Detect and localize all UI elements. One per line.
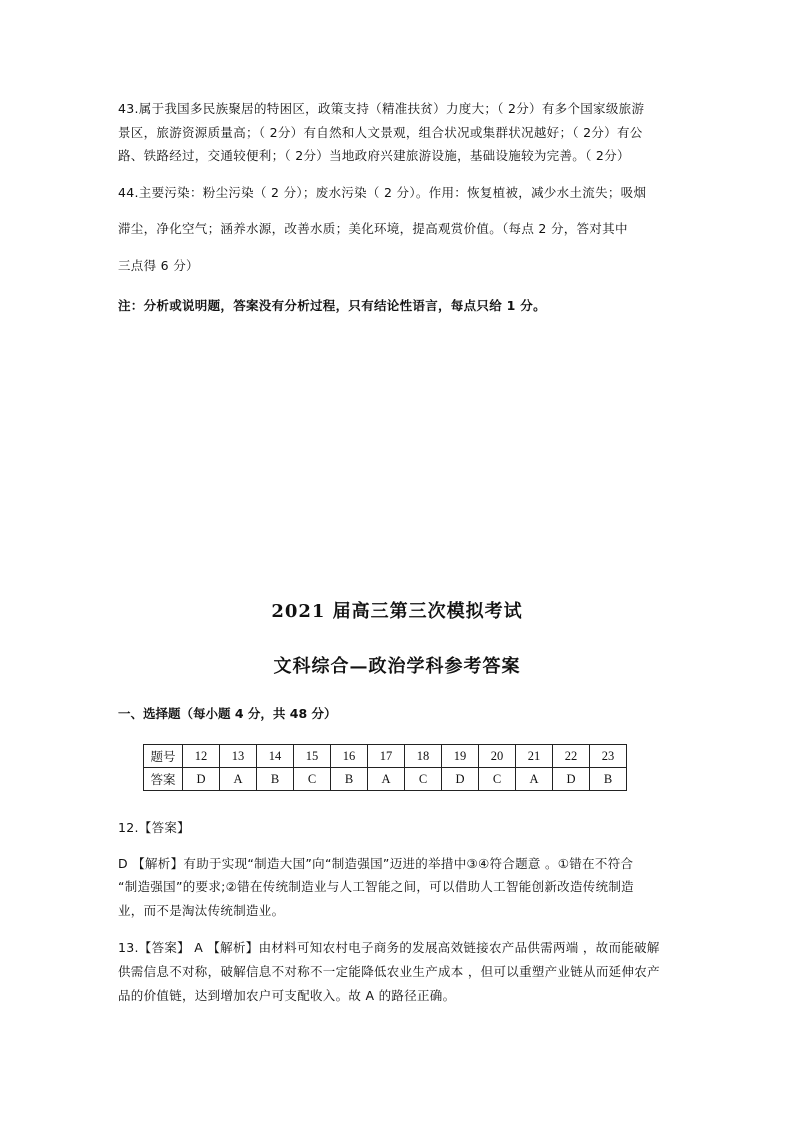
answer-cell: C (479, 768, 516, 791)
question-number-cell: 19 (442, 745, 479, 768)
q44-line-3: 三点得 6 分） (118, 258, 199, 273)
q13-line-3: 品的价值链，达到增加农户可支配收入。故 A 的路径正确。 (118, 988, 456, 1003)
q12-heading: 12.【答案】 (118, 820, 190, 835)
answer-cell: A (368, 768, 405, 791)
answer-cell: B (331, 768, 368, 791)
grading-note: 注：分析或说明题，答案没有分析过程，只有结论性语言，每点只给 1 分。 (118, 298, 546, 313)
answer-cell: B (590, 768, 627, 791)
q44-line-2: 滞尘，净化空气；涵养水源，改善水质；美化环境，提高观赏价值。（每点 2 分，答对其中 (118, 221, 628, 236)
answer-cell: D (183, 768, 220, 791)
answer-cell: B (257, 768, 294, 791)
q13-line-1: 13.【答案】 A 【解析】由材料可知农村电子商务的发展高效链接农产品供需两端 ，故而能破解 (118, 940, 660, 955)
section-heading-choice: 一、选择题（每小题 4 分，共 48 分） (118, 706, 337, 721)
q12-line-2: “制造强国”的要求;②错在传统制造业与人工智能之间，可以借助人工智能创新改造传统制造 (118, 879, 634, 894)
q44-line-1: 44.主要污染：粉尘污染（ 2 分）；废水污染（ 2 分）。作用：恢复植被，减少水土流失；吸烟 (118, 185, 647, 200)
question-number-cell: 23 (590, 745, 627, 768)
answer-cell: C (405, 768, 442, 791)
answer-cell: D (442, 768, 479, 791)
answer-cell: D (553, 768, 590, 791)
question-number-cell: 22 (553, 745, 590, 768)
answer-table-row-numbers (144, 745, 627, 768)
answer-table-row-answers (144, 768, 627, 791)
q12-line-1: D 【解析】有助于实现“制造大国”向“制造强国”迈进的举措中③④符合题意 。①错在不符合 (118, 856, 634, 871)
table-row-label-number: 题号 (144, 745, 183, 768)
answer-cell: A (220, 768, 257, 791)
question-number-cell: 15 (294, 745, 331, 768)
question-number-cell: 17 (368, 745, 405, 768)
question-number-cell: 21 (516, 745, 553, 768)
question-number-cell: 13 (220, 745, 257, 768)
question-number-cell: 20 (479, 745, 516, 768)
q43-line-2: 景区，旅游资源质量高；（ 2分）有自然和人文景观，组合状况或集群状况越好；（ 2分）有公 (118, 125, 643, 140)
answer-cell: A (516, 768, 553, 791)
answer-table (143, 744, 627, 791)
exam-subtitle: 文科综合—政治学科参考答案 (273, 656, 521, 677)
q43-line-1: 43.属于我国多民族聚居的特困区，政策支持（精准扶贫）力度大；（ 2分）有多个国家级旅游 (118, 101, 645, 116)
exam-title: 2021 届高三第三次模拟考试 (271, 601, 523, 622)
answer-cell: C (294, 768, 331, 791)
question-number-cell: 12 (183, 745, 220, 768)
table-row-label-answer: 答案 (144, 768, 183, 791)
question-number-cell: 18 (405, 745, 442, 768)
q43-line-3: 路、铁路经过，交通较便利；（ 2分）当地政府兴建旅游设施，基础设施较为完善。（ 2分） (118, 148, 630, 163)
q12-line-3: 业，而不是淘汰传统制造业。 (118, 903, 285, 918)
q13-line-2: 供需信息不对称，破解信息不对称不一定能降低农业生产成本 ，但可以重塑产业链从而延伸农产 (118, 964, 660, 979)
question-number-cell: 16 (331, 745, 368, 768)
question-number-cell: 14 (257, 745, 294, 768)
